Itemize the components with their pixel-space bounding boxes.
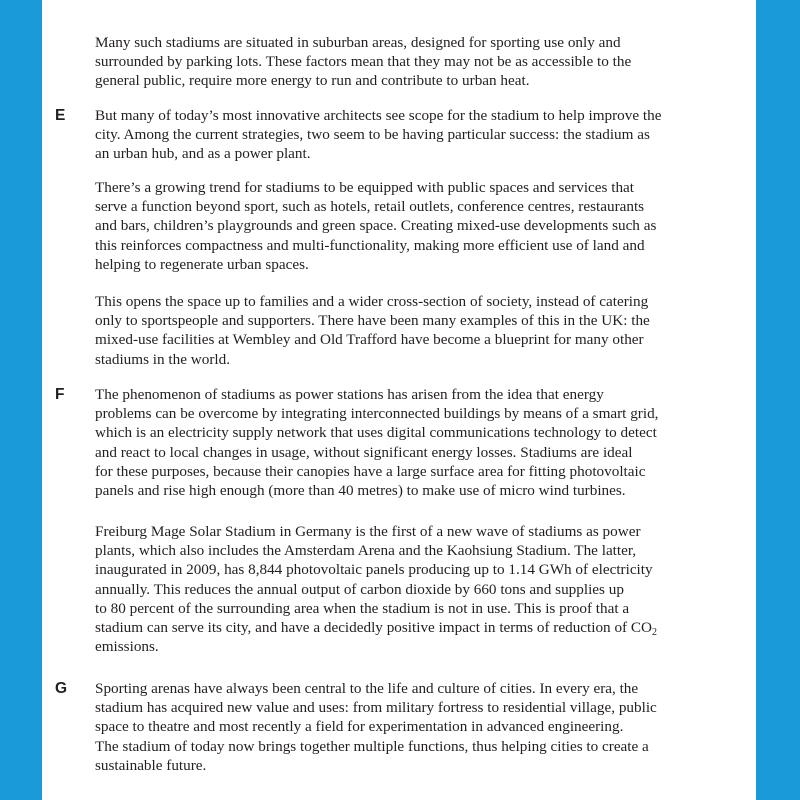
text-line: Freiburg Mage Solar Stadium in Germany is the first of a new wave of stadiums as power (95, 523, 641, 540)
paragraph-f-2 (95, 522, 745, 656)
text-line: general public, require more energy to run and contribute to urban heat. (95, 72, 530, 90)
text-line: space to theatre and most recently a field for experimentation in advanced engineering. (95, 718, 624, 736)
text-line: This opens the space up to families and a wider cross-section of society, instead of catering (95, 293, 649, 310)
text-line: The phenomenon of stadiums as power stations has arisen from the idea that energy (95, 386, 604, 403)
text-line: to 80 percent of the surrounding area when the stadium is not in use. This is proof that a (95, 599, 630, 617)
paragraph-intro (95, 33, 745, 91)
text-line: and bars, children’s playgrounds and green space. Creating mixed-use developments such as (95, 217, 657, 235)
text-line: for these purposes, because their canopies have a large surface area for fitting photovoltaic (95, 462, 646, 480)
text-line: this reinforces compactness and multi-functionality, making more efficient use of land and (95, 236, 645, 254)
document-page (42, 0, 756, 800)
text-line: There’s a growing trend for stadiums to be equipped with public spaces and services that (95, 179, 635, 196)
section-letter-e: E (55, 107, 66, 124)
text-line: emissions. (95, 638, 159, 656)
subscript: 2 (652, 627, 657, 639)
text-line: city. Among the current strategies, two seem to be having particular success: the stadium as (95, 126, 650, 144)
text-line: The stadium of today now brings together multiple functions, thus helping cities to create a (95, 737, 649, 755)
text-line: problems can be overcome by integrating interconnected buildings by means of a smart grid, (95, 405, 659, 423)
text-line: only to sportspeople and supporters. There have been many examples of this in the UK: the (95, 312, 650, 330)
text-line: Many such stadiums are situated in suburban areas, designed for sporting use only and (95, 34, 621, 51)
text-line: mixed-use facilities at Wembley and Old Trafford have become a blueprint for many other (95, 331, 644, 349)
text-line: Sporting arenas have always been central to the life and culture of cities. In every era, the (95, 680, 639, 697)
paragraph-g (95, 679, 745, 775)
text-line: annually. This reduces the annual output of carbon dioxide by 660 tons and supplies up (95, 580, 624, 598)
paragraph-e (95, 106, 745, 164)
text-line: an urban hub, and as a power plant. (95, 145, 311, 163)
paragraph-f (95, 385, 745, 500)
text-line: panels and rise high enough (more than 40 metres) to make use of micro wind turbines. (95, 482, 626, 500)
section-letter-f: F (55, 386, 65, 403)
text-line: serve a function beyond sport, such as hotels, retail outlets, conference centres, restaurants (95, 198, 645, 216)
text-line: inaugurated in 2009, has 8,844 photovoltaic panels producing up to 1.14 GWh of electricity (95, 561, 653, 579)
text-line: which is an electricity supply network that uses digital communications technology to detect (95, 424, 657, 442)
text-line (95, 618, 745, 637)
text-line: stadiums in the world. (95, 350, 230, 368)
section-letter-g: G (55, 680, 68, 697)
text-line: and react to local changes in usage, without significant energy losses. Stadiums are ideal (95, 443, 633, 461)
text-line: surrounded by parking lots. These factors mean that they may not be as accessible to the (95, 53, 632, 71)
text-fragment: stadium can serve its city, and have a decidedly positive impact in terms of reduction of CO (95, 619, 652, 637)
paragraph-e-2 (95, 178, 745, 274)
text-line: sustainable future. (95, 756, 207, 774)
text-line: plants, which also includes the Amsterdam Arena and the Kaohsiung Stadium. The latter, (95, 542, 637, 560)
paragraph-e-3 (95, 292, 745, 369)
text-line: But many of today’s most innovative architects see scope for the stadium to help improve the (95, 107, 662, 124)
text-line: stadium has acquired new value and uses: from military fortress to residential village, public (95, 699, 657, 717)
text-line: helping to regenerate urban spaces. (95, 255, 309, 273)
